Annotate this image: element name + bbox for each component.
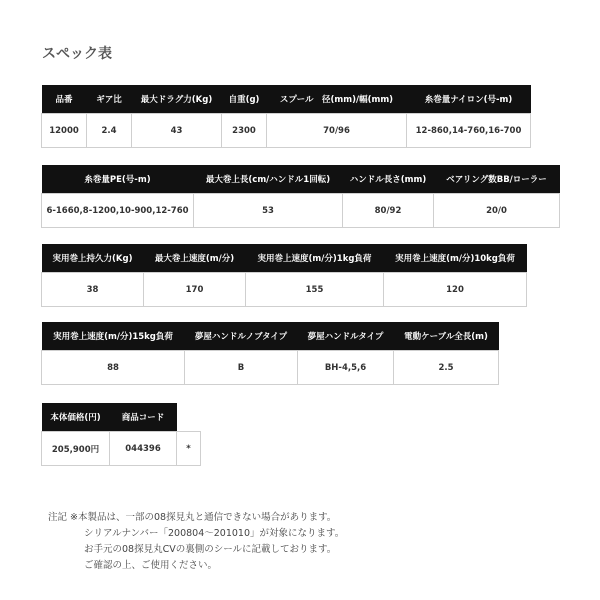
page-title: スペック表	[42, 46, 112, 62]
header-knob-type: 夢屋ハンドルノブタイプ	[185, 322, 298, 351]
value-max-retrieve: 53	[194, 194, 343, 228]
header-cable-length: 電動ケーブル全長(m)	[394, 322, 499, 351]
value-spool-size: 70/96	[267, 114, 407, 148]
value-nylon-capacity: 12-860,14-760,16-700	[407, 114, 531, 148]
value-max-drag: 43	[132, 114, 222, 148]
table-header-row	[42, 165, 560, 194]
header-pe-capacity: 糸巻量PE(号-m)	[42, 165, 194, 194]
value-price: 205,900円	[42, 432, 110, 466]
note-line: ご確認の上、ご使用ください。	[84, 560, 218, 571]
header-speed-10kg: 実用巻上速度(m/分)10kg負荷	[384, 244, 527, 273]
value-winding-endurance: 38	[42, 273, 144, 307]
spec-table-winding	[41, 244, 527, 307]
value-speed-10kg: 120	[384, 273, 527, 307]
value-product-code: 044396	[110, 432, 177, 466]
table-row	[42, 114, 531, 148]
spec-table-price	[41, 403, 201, 466]
value-handle-length: 80/92	[343, 194, 434, 228]
table-header-row	[42, 85, 531, 114]
value-handle-type: BH-4,5,6	[298, 351, 394, 385]
note-line: 注記 ※本製品は、一部の08探見丸と通信できない場合があります。	[48, 512, 337, 523]
header-weight: 自重(g)	[222, 85, 267, 114]
spec-table-handle	[41, 322, 499, 385]
table-header-row	[42, 322, 499, 351]
note-line: お手元の08探見丸CVの裏側のシールに記載しております。	[84, 544, 337, 555]
value-pe-capacity: 6-1660,8-1200,10-900,12-760	[42, 194, 194, 228]
value-model-number: 12000	[42, 114, 87, 148]
note-block	[48, 510, 344, 574]
table-row	[42, 432, 201, 466]
header-model-number: 品番	[42, 85, 87, 114]
header-speed-1kg: 実用巻上速度(m/分)1kg負荷	[246, 244, 384, 273]
value-speed-15kg: 88	[42, 351, 185, 385]
header-speed-15kg: 実用巻上速度(m/分)15kg負荷	[42, 322, 185, 351]
header-price: 本体価格(円)	[42, 403, 110, 432]
value-max-winding-speed: 170	[144, 273, 246, 307]
spec-table-basic	[41, 85, 531, 148]
table-header-row	[42, 244, 527, 273]
header-gear-ratio: ギア比	[87, 85, 132, 114]
value-bearings: 20/0	[434, 194, 560, 228]
header-nylon-capacity: 糸巻量ナイロン(号-m)	[407, 85, 531, 114]
table-row	[42, 194, 560, 228]
table-header-row	[42, 403, 201, 432]
table-row	[42, 351, 499, 385]
spec-table-line	[41, 165, 560, 228]
header-bearings: ベアリング数BB/ローラー	[434, 165, 560, 194]
value-gear-ratio: 2.4	[87, 114, 132, 148]
value-cable-length: 2.5	[394, 351, 499, 385]
header-handle-type: 夢屋ハンドルタイプ	[298, 322, 394, 351]
header-product-code: 商品コード	[110, 403, 177, 432]
header-winding-endurance: 実用巻上持久力(Kg)	[42, 244, 144, 273]
header-max-retrieve: 最大巻上長(cm/ハンドル1回転)	[194, 165, 343, 194]
value-weight: 2300	[222, 114, 267, 148]
header-spool-size: スプール 径(mm)/幅(mm)	[267, 85, 407, 114]
value-knob-type: B	[185, 351, 298, 385]
header-max-winding-speed: 最大巻上速度(m/分)	[144, 244, 246, 273]
value-speed-1kg: 155	[246, 273, 384, 307]
note-line: シリアルナンバー「200804～201010」が対象になります。	[84, 528, 345, 539]
table-row	[42, 273, 527, 307]
header-extra	[177, 403, 201, 432]
value-extra-mark: *	[177, 432, 201, 466]
header-handle-length: ハンドル長さ(mm)	[343, 165, 434, 194]
header-max-drag: 最大ドラグ力(Kg)	[132, 85, 222, 114]
